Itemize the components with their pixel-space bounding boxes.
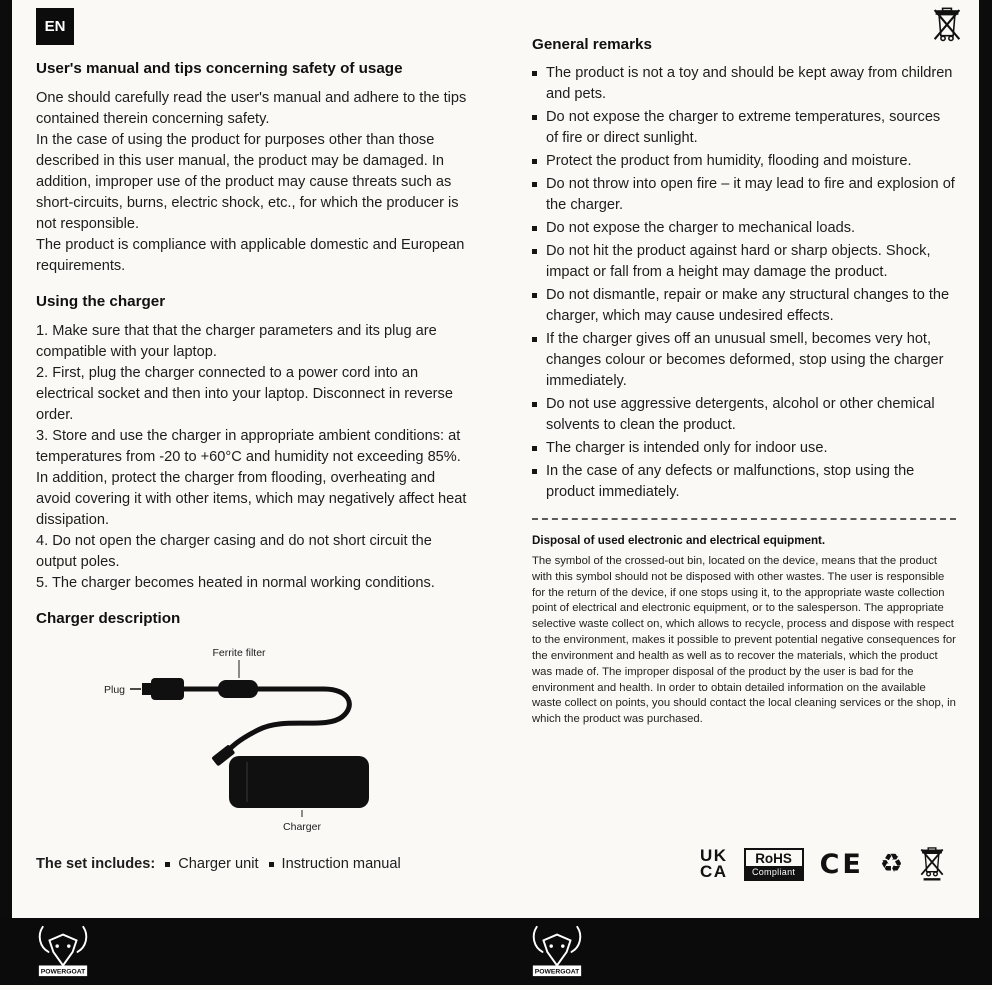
charger-body (229, 756, 369, 808)
square-bullet-icon (532, 402, 537, 407)
remark-text: Do not use aggressive detergents, alcohol or other chemical solvents to clean the product. (546, 396, 935, 433)
remark-text: In the case of any defects or malfunctions, stop using the product immediately. (546, 463, 915, 500)
square-bullet-icon (532, 159, 537, 164)
disposal-body: The symbol of the crossed-out bin, located on the device, means that the product with this symbol should not be disposed with other wastes. The user is responsible for the return of the device, if one stops using it, to the appropriate waste collection point of electrical and electronic equipment, or to the salesperson. The appropriate selective waste collect on, which allows to recycle, process and dispose with respect to the environment, makes it possible to prevent potential negative consequences for the environment and health as well as to recover the materials, which the product was made of. The improper disposal of the product by the user is bad for the environment and health. In order to obtain detailed information on the available waste collect on points, you should contact the local cleaning services or the shop, in which the product was purchased. (532, 555, 956, 726)
using-charger-heading: Using the charger (36, 293, 166, 310)
compliance-marks (700, 846, 945, 882)
square-bullet-icon (532, 337, 537, 342)
step-item: 3. Store and use the charger in appropriate ambient conditions: at temperatures from -20 to +60°C and humidity not exceeding 85%. In addition, protect the charger from flooding, overheating and avoid covering it with other items, which may negatively affect heat dissipation. (36, 428, 467, 528)
square-bullet-icon (532, 446, 537, 451)
square-bullet-icon (165, 862, 170, 867)
remark-text: Do not throw into open fire – it may lead to fire and explosion of the charger. (546, 176, 955, 213)
right-column (532, 36, 956, 728)
remark-item (532, 218, 956, 239)
remark-text: If the charger gives off an unusual smell, becomes very hot, changes colour or becomes deformed, stop using the charger immediately. (546, 331, 944, 389)
disposal-heading: Disposal of used electronic and electrical equipment. (532, 534, 826, 547)
set-includes-item-label: Instruction manual (281, 856, 401, 872)
set-includes-item (269, 856, 401, 872)
remark-text: The charger is intended only for indoor use. (546, 440, 828, 456)
square-bullet-icon (532, 182, 537, 187)
remark-item (532, 329, 956, 392)
rohs-bottom-text: Compliant (746, 866, 802, 879)
safety-line: In the case of using the product for purposes other than those described in this user manual, the product may be damaged. In addition, improper use of the product may cause threats such as short-circuits, burns, electric shock, etc., for which the producer is not responsible. (36, 132, 459, 232)
remark-item (532, 63, 956, 105)
footer-bar (0, 918, 992, 985)
step-item: 2. First, plug the charger connected to a power cord into an electrical socket and then into your laptop. Disconnect in reverse order. (36, 365, 453, 423)
safety-heading: User's manual and tips concerning safety of usage (36, 60, 403, 77)
remark-item (532, 438, 956, 459)
charger-diagram (84, 644, 394, 836)
step-item: 4. Do not open the charger casing and do not short circuit the output poles. (36, 533, 432, 570)
dashed-divider (532, 518, 956, 520)
using-charger-steps (36, 321, 469, 594)
recycle-icon: ♻ (879, 849, 904, 879)
set-includes-item (165, 856, 258, 872)
remark-item (532, 285, 956, 327)
powergoat-logo (528, 923, 586, 979)
right-edge-bar (979, 0, 992, 918)
square-bullet-icon (532, 249, 537, 254)
square-bullet-icon (532, 226, 537, 231)
remark-text: The product is not a toy and should be kept away from children and pets. (546, 65, 953, 102)
plug-body (151, 678, 184, 700)
step-item: 5. The charger becomes heated in normal working conditions. (36, 575, 435, 591)
set-includes-label: The set includes: (36, 856, 156, 872)
safety-line: One should carefully read the user's manual and adhere to the tips contained therein concerning safety. (36, 90, 467, 127)
square-bullet-icon (532, 469, 537, 474)
remark-item (532, 151, 956, 172)
ukca-mark (700, 845, 728, 881)
brand-banner-text: POWERGOAT (40, 968, 86, 976)
safety-line: The product is compliance with applicable domestic and European requirements. (36, 237, 465, 274)
charger-label: Charger (283, 821, 321, 833)
general-remarks-list (532, 63, 956, 503)
plug-label: Plug (104, 684, 126, 696)
remark-text: Do not hit the product against hard or sharp objects. Shock, impact or fall from a height may damage the product. (546, 243, 931, 280)
set-includes-item-label: Charger unit (178, 856, 259, 872)
ukca-bottom-text: CA (700, 862, 728, 881)
ukca-top-text: UK (700, 845, 728, 865)
weee-bin-icon (919, 846, 945, 882)
remark-item (532, 241, 956, 283)
remark-text: Do not expose the charger to mechanical loads. (546, 220, 856, 236)
ce-mark: CE (819, 848, 864, 880)
left-edge-bar (0, 0, 12, 918)
safety-paragraphs (36, 88, 469, 277)
left-column (36, 60, 469, 841)
powergoat-logo (34, 923, 92, 979)
plug-tip (142, 683, 152, 695)
language-badge: EN (36, 8, 74, 45)
square-bullet-icon (269, 862, 274, 867)
remark-text: Do not dismantle, repair or make any structural changes to the charger, which may cause undesired effects. (546, 287, 950, 324)
brand-banner-text: POWERGOAT (534, 968, 580, 976)
ferrite-filter-label: Ferrite filter (212, 647, 266, 659)
rohs-top-text: RoHS (755, 850, 792, 866)
rohs-mark (744, 848, 804, 881)
charger-description-heading: Charger description (36, 610, 181, 627)
remark-item (532, 461, 956, 503)
remark-item (532, 174, 956, 216)
ferrite-filter-shape (218, 680, 258, 698)
general-remarks-heading: General remarks (532, 36, 652, 53)
remark-text: Protect the product from humidity, flooding and moisture. (546, 153, 912, 169)
set-includes (36, 856, 476, 872)
step-item: 1. Make sure that that the charger parameters and its plug are compatible with your laptop. (36, 323, 437, 360)
square-bullet-icon (532, 293, 537, 298)
remark-item (532, 107, 956, 149)
remark-text: Do not expose the charger to extreme temperatures, sources of fire or direct sunlight. (546, 109, 941, 146)
remark-item (532, 394, 956, 436)
square-bullet-icon (532, 115, 537, 120)
square-bullet-icon (532, 71, 537, 76)
